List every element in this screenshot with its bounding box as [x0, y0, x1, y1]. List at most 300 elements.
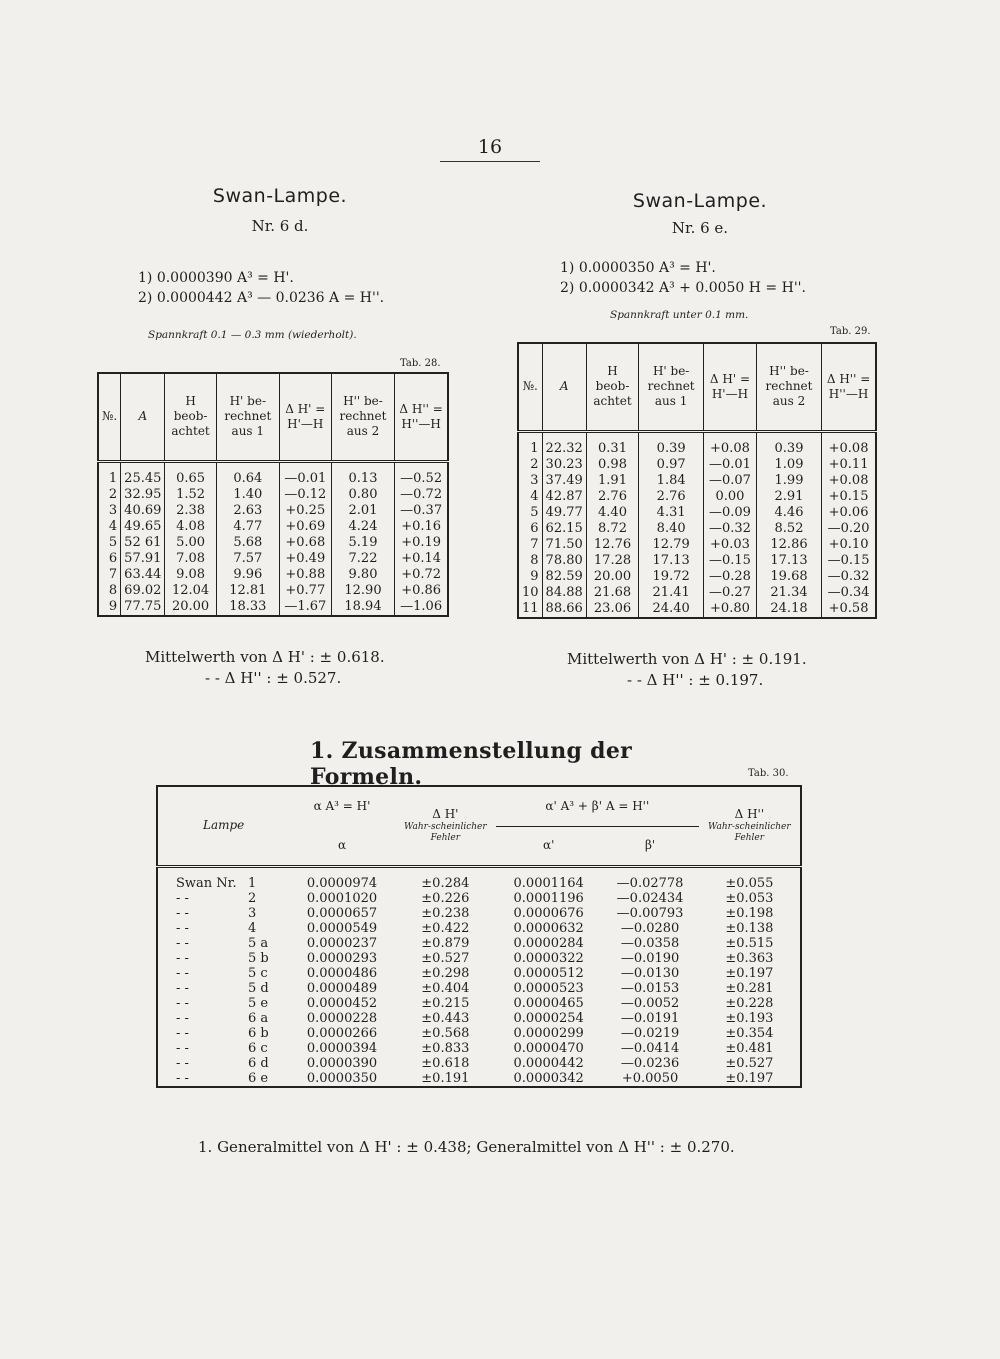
table-row: [518, 489, 876, 505]
summary-header-dh1: Δ H': [432, 807, 459, 822]
table-cell: —0.09: [704, 505, 757, 521]
table-cell: ±0.527: [421, 950, 470, 966]
table-row: [518, 521, 876, 537]
table-cell: +0.58: [822, 601, 876, 618]
table-cell: 5: [108, 534, 118, 550]
table-cell: ±0.053: [725, 890, 774, 906]
table-cell: +0.14: [395, 551, 448, 567]
table-cell: —1.06: [395, 599, 448, 616]
table-cell: 8.72: [586, 521, 639, 537]
table-row: [518, 473, 876, 489]
table-cell: +0.08: [822, 473, 876, 489]
table-cell: +0.15: [822, 489, 876, 505]
right-formula-2: 2) 0.0000342 A³ + 0.0050 H = H''.: [560, 280, 806, 296]
table-cell: 0.80: [331, 487, 394, 503]
table-cell: 7.57: [216, 551, 279, 567]
table-cell: 6: [530, 520, 539, 536]
table-cell: 0.0000489: [306, 980, 378, 996]
table-cell: 1.91: [586, 473, 639, 489]
lampe-label: - -: [176, 950, 189, 966]
lampe-label: - -: [176, 935, 189, 951]
table-row: [518, 431, 876, 457]
table-cell: 0.0000676: [513, 905, 584, 921]
table-cell: 1.40: [216, 487, 279, 503]
table-cell: +0.80: [704, 601, 757, 618]
table-row: [157, 891, 801, 906]
table-cell: 12.76: [586, 537, 639, 553]
table-cell: 0.39: [756, 431, 821, 457]
table-cell: 1: [530, 440, 539, 456]
summary-header-wf1: Wahr-scheinlicher Fehler: [404, 822, 487, 844]
table-row: [98, 599, 448, 616]
right-mittel-2: - - Δ H'' : ± 0.197.: [627, 671, 764, 689]
table-cell: 7.22: [331, 551, 394, 567]
table-cell: +0.10: [822, 537, 876, 553]
lampe-number: 6 b: [248, 1025, 269, 1041]
summary-header-dh2: Δ H'': [734, 807, 765, 822]
table-cell: 8: [108, 582, 118, 598]
lampe-cell: [157, 1011, 289, 1026]
table-cell: 0.0000237: [306, 935, 378, 951]
table-cell: 4: [530, 488, 539, 504]
right-col-header: H beob-achtet: [586, 343, 639, 431]
table-cell: —0.02434: [616, 890, 684, 906]
table-cell: +0.77: [279, 583, 331, 599]
table-cell: 19.68: [756, 569, 821, 585]
table-cell: 2: [530, 456, 539, 472]
table-cell: 0.97: [639, 457, 704, 473]
summary-header-formula2: α' A³ + β' A = H'': [496, 786, 699, 826]
table-cell: 0.64: [216, 461, 279, 487]
table-cell: ±0.422: [421, 920, 470, 936]
table-cell: 12.04: [165, 583, 216, 599]
lampe-cell: [157, 951, 289, 966]
left-col-header: H beob-achtet: [165, 373, 216, 461]
lampe-cell: [157, 1056, 289, 1071]
table-cell: ±0.055: [725, 875, 774, 891]
table-cell: 63.44: [121, 567, 165, 583]
table-cell: —0.0190: [620, 950, 680, 966]
table-cell: 11: [522, 600, 539, 616]
page-number-rule: [440, 161, 540, 162]
table-cell: 0.0000470: [513, 1040, 584, 1056]
left-formula-1: 1) 0.0000390 A³ = H'.: [138, 270, 294, 286]
left-note: Spannkraft 0.1 — 0.3 mm (wiederholt).: [148, 329, 357, 341]
table-cell: 0.0001164: [513, 875, 584, 891]
table-cell: +0.16: [395, 519, 448, 535]
table-cell: ±0.215: [421, 995, 470, 1011]
right-data-table: [517, 342, 877, 619]
lampe-cell: [157, 1041, 289, 1056]
lampe-number: 4: [248, 920, 257, 936]
lampe-number: 6 c: [248, 1040, 268, 1056]
table-row: [157, 981, 801, 996]
table-cell: 78.80: [542, 553, 586, 569]
lampe-label: - -: [176, 1040, 189, 1056]
table-cell: 19.72: [639, 569, 704, 585]
table-cell: 9.96: [216, 567, 279, 583]
table-cell: —0.02778: [616, 875, 684, 891]
table-cell: ±0.481: [725, 1040, 774, 1056]
table-cell: 0.0000394: [306, 1040, 378, 1056]
lampe-label: - -: [176, 920, 189, 936]
table-cell: 3: [530, 472, 539, 488]
table-cell: 0.0000284: [513, 935, 584, 951]
table-cell: 37.49: [542, 473, 586, 489]
table-cell: ±0.281: [725, 980, 774, 996]
table-cell: 0.0000299: [513, 1025, 584, 1041]
table-row: [98, 503, 448, 519]
table-cell: 0.0000350: [306, 1070, 378, 1086]
table-cell: 7.08: [165, 551, 216, 567]
table-cell: 25.45: [121, 461, 165, 487]
table-cell: —0.34: [822, 585, 876, 601]
left-col-header: H'' be-rechnet aus 2: [331, 373, 394, 461]
lampe-cell: [157, 921, 289, 936]
summary-header-alpha: α: [289, 826, 394, 866]
table-cell: —0.0236: [620, 1055, 680, 1071]
table-cell: 4.77: [216, 519, 279, 535]
table-cell: 69.02: [121, 583, 165, 599]
lampe-number: 2: [248, 890, 257, 906]
table-cell: +0.72: [395, 567, 448, 583]
lampe-cell: [157, 1071, 289, 1087]
table-cell: 8.40: [639, 521, 704, 537]
table-cell: 42.87: [542, 489, 586, 505]
table-cell: —0.12: [279, 487, 331, 503]
lampe-label: - -: [176, 1010, 189, 1026]
table-cell: +0.19: [395, 535, 448, 551]
table-row: [98, 487, 448, 503]
table-cell: +0.88: [279, 567, 331, 583]
table-row: [518, 553, 876, 569]
left-formula-2: 2) 0.0000442 A³ — 0.0236 A = H''.: [138, 290, 385, 306]
table-cell: 0.0000342: [513, 1070, 584, 1086]
table-cell: 0.98: [586, 457, 639, 473]
table-cell: 0.0000442: [513, 1055, 584, 1071]
table-cell: 0.0000322: [513, 950, 584, 966]
table-row: [157, 1011, 801, 1026]
summary-header-formula1: α A³ = H': [313, 799, 371, 813]
table-cell: ±0.284: [421, 875, 470, 891]
summary-header-lampe: Lampe: [157, 786, 289, 866]
table-cell: 2.76: [586, 489, 639, 505]
table-cell: —0.27: [704, 585, 757, 601]
table-cell: 77.75: [121, 599, 165, 616]
table-cell: 21.34: [756, 585, 821, 601]
left-mittel-1: Mittelwerth von Δ H' : ± 0.618.: [145, 648, 385, 666]
table-cell: 24.18: [756, 601, 821, 618]
table-cell: —1.67: [279, 599, 331, 616]
left-col-header: Δ H'' = H''—H: [395, 373, 448, 461]
left-col-header: A: [121, 373, 165, 461]
table-cell: —0.0280: [620, 920, 680, 936]
lampe-label: - -: [176, 1055, 189, 1071]
right-nr: Nr. 6 e.: [671, 219, 729, 237]
table-cell: 0.65: [165, 461, 216, 487]
table-cell: 23.06: [586, 601, 639, 618]
table-cell: —0.0052: [620, 995, 680, 1011]
table-cell: 0.0000657: [306, 905, 378, 921]
page-number: 16: [477, 136, 503, 158]
table-cell: ±0.527: [725, 1055, 774, 1071]
summary-header-beta2: β': [601, 826, 698, 866]
table-cell: +0.08: [704, 431, 757, 457]
table-cell: 0.0000486: [306, 965, 378, 981]
table-cell: 0.13: [331, 461, 394, 487]
table-cell: —0.00793: [616, 905, 684, 921]
table-cell: 18.94: [331, 599, 394, 616]
right-formula-1: 1) 0.0000350 A³ = H'.: [560, 260, 716, 276]
summary-title: 1. Zusammenstellung der Formeln.: [310, 738, 633, 790]
table-row: [518, 505, 876, 521]
table-cell: —0.28: [704, 569, 757, 585]
table-cell: 4.08: [165, 519, 216, 535]
table-cell: 49.77: [542, 505, 586, 521]
summary-footer: 1. Generalmittel von Δ H' : ± 0.438; Generalmittel von Δ H'' : ± 0.270.: [198, 1138, 735, 1156]
table-cell: 4.24: [331, 519, 394, 535]
table-row: [518, 601, 876, 618]
summary-table: [156, 785, 802, 1088]
table-cell: ±0.191: [421, 1070, 470, 1086]
table-cell: +0.08: [822, 431, 876, 457]
table-cell: 20.00: [165, 599, 216, 616]
table-cell: 9.80: [331, 567, 394, 583]
table-cell: 1.84: [639, 473, 704, 489]
table-cell: 8.52: [756, 521, 821, 537]
table-row: [98, 461, 448, 487]
left-nr: Nr. 6 d.: [251, 217, 309, 235]
table-cell: 5: [530, 504, 539, 520]
table-cell: 12.79: [639, 537, 704, 553]
table-row: [98, 583, 448, 599]
table-row: [98, 567, 448, 583]
lampe-number: 6 a: [248, 1010, 269, 1026]
right-col-header: A: [542, 343, 586, 431]
table-cell: 4: [108, 518, 118, 534]
table-cell: 2.91: [756, 489, 821, 505]
left-tab-label: Tab. 28.: [400, 358, 441, 369]
table-row: [98, 519, 448, 535]
table-cell: 5.68: [216, 535, 279, 551]
table-cell: 2.38: [165, 503, 216, 519]
lampe-label: - -: [176, 1025, 189, 1041]
table-cell: 2.01: [331, 503, 394, 519]
summary-header-wf2: Wahr-scheinlicher Fehler: [708, 822, 791, 844]
table-cell: 0.39: [639, 431, 704, 457]
table-cell: 82.59: [542, 569, 586, 585]
lampe-number: 1: [248, 875, 257, 891]
table-cell: 12.81: [216, 583, 279, 599]
right-col-header: H'' be-rechnet aus 2: [756, 343, 821, 431]
table-cell: —0.52: [395, 461, 448, 487]
lampe-label: - -: [176, 995, 189, 1011]
table-cell: —0.0358: [620, 935, 680, 951]
lampe-cell: [157, 981, 289, 996]
table-cell: 21.41: [639, 585, 704, 601]
table-cell: +0.03: [704, 537, 757, 553]
table-cell: ±0.354: [725, 1025, 774, 1041]
lampe-cell: [157, 936, 289, 951]
table-cell: 0.31: [586, 431, 639, 457]
table-cell: 2: [108, 486, 118, 502]
table-cell: 84.88: [542, 585, 586, 601]
table-row: [157, 1056, 801, 1071]
table-cell: ±0.833: [421, 1040, 470, 1056]
lampe-cell: [157, 866, 289, 891]
right-tab-label: Tab. 29.: [830, 326, 871, 337]
table-cell: ±0.226: [421, 890, 470, 906]
lampe-cell: [157, 966, 289, 981]
lampe-cell: [157, 891, 289, 906]
table-cell: —0.0130: [620, 965, 680, 981]
right-col-header: Δ H'' = H''—H: [822, 343, 876, 431]
left-data-table: [97, 372, 449, 617]
table-cell: 0.0000452: [306, 995, 378, 1011]
lampe-label: - -: [176, 980, 189, 996]
table-cell: 9: [108, 598, 118, 614]
table-cell: +0.49: [279, 551, 331, 567]
table-cell: +0.25: [279, 503, 331, 519]
table-cell: 0.0000549: [306, 920, 378, 936]
table-cell: 32.95: [121, 487, 165, 503]
left-col-header: Δ H' = H'—H: [279, 373, 331, 461]
table-cell: —0.20: [822, 521, 876, 537]
table-cell: ±0.515: [725, 935, 774, 951]
right-col-header: H' be-rechnet aus 1: [639, 343, 704, 431]
table-cell: —0.01: [704, 457, 757, 473]
lampe-number: 5 b: [248, 950, 269, 966]
right-title: Swan-Lampe.: [632, 190, 768, 212]
summary-tab-label: Tab. 30.: [748, 768, 789, 779]
table-row: [157, 921, 801, 936]
table-row: [518, 585, 876, 601]
table-cell: ±0.198: [725, 905, 774, 921]
table-cell: 2.63: [216, 503, 279, 519]
table-cell: 4.31: [639, 505, 704, 521]
table-cell: 8: [530, 552, 539, 568]
lampe-label: Swan Nr.: [176, 875, 237, 891]
table-row: [98, 535, 448, 551]
table-cell: 12.86: [756, 537, 821, 553]
table-cell: ±0.228: [725, 995, 774, 1011]
table-cell: +0.0050: [621, 1070, 679, 1086]
table-cell: 12.90: [331, 583, 394, 599]
table-cell: 1.09: [756, 457, 821, 473]
table-cell: —0.01: [279, 461, 331, 487]
table-cell: —0.37: [395, 503, 448, 519]
table-cell: 7: [108, 566, 118, 582]
table-cell: ±0.298: [421, 965, 470, 981]
table-cell: ±0.138: [725, 920, 774, 936]
lampe-number: 3: [248, 905, 257, 921]
table-cell: 2.76: [639, 489, 704, 505]
table-cell: 17.13: [639, 553, 704, 569]
table-cell: ±0.238: [421, 905, 470, 921]
table-cell: —0.0153: [620, 980, 680, 996]
table-row: [157, 1026, 801, 1041]
table-cell: 62.15: [542, 521, 586, 537]
table-cell: ±0.193: [725, 1010, 774, 1026]
table-cell: ±0.363: [725, 950, 774, 966]
table-cell: ±0.568: [421, 1025, 470, 1041]
lampe-label: - -: [176, 905, 189, 921]
table-cell: 0.0000632: [513, 920, 584, 936]
table-cell: 1: [108, 470, 118, 486]
table-cell: 1.52: [165, 487, 216, 503]
table-cell: ±0.618: [421, 1055, 470, 1071]
table-cell: 0.0000266: [306, 1025, 378, 1041]
table-cell: 5.19: [331, 535, 394, 551]
table-cell: 4.46: [756, 505, 821, 521]
table-cell: 0.0000465: [513, 995, 584, 1011]
table-cell: +0.06: [822, 505, 876, 521]
lampe-label: - -: [176, 965, 189, 981]
table-cell: 0.0000293: [306, 950, 378, 966]
table-row: [518, 569, 876, 585]
table-cell: 17.13: [756, 553, 821, 569]
right-col-header: №.: [518, 343, 542, 431]
table-cell: 7: [530, 536, 539, 552]
table-cell: —0.0414: [620, 1040, 680, 1056]
table-cell: 6: [108, 550, 118, 566]
table-cell: 0.00: [704, 489, 757, 505]
table-cell: —0.0191: [620, 1010, 680, 1026]
table-cell: 5.00: [165, 535, 216, 551]
table-row: [157, 936, 801, 951]
lampe-number: 6 e: [248, 1070, 269, 1086]
table-cell: 10: [522, 584, 539, 600]
right-note: Spannkraft unter 0.1 mm.: [610, 309, 749, 321]
table-cell: 0.0000974: [306, 875, 378, 891]
table-row: [157, 1071, 801, 1087]
table-row: [518, 537, 876, 553]
table-cell: 0.0000523: [513, 980, 584, 996]
table-cell: 18.33: [216, 599, 279, 616]
table-cell: ±0.404: [421, 980, 470, 996]
summary-header-alpha2: α': [496, 826, 601, 866]
table-cell: 0.0000512: [513, 965, 584, 981]
table-row: [157, 1041, 801, 1056]
table-row: [157, 966, 801, 981]
table-cell: 88.66: [542, 601, 586, 618]
table-cell: —0.15: [704, 553, 757, 569]
table-cell: 3: [108, 502, 118, 518]
table-cell: —0.15: [822, 553, 876, 569]
table-cell: 57.91: [121, 551, 165, 567]
lampe-number: 5 e: [248, 995, 269, 1011]
lampe-cell: [157, 996, 289, 1011]
left-mittel-2: - - Δ H'' : ± 0.527.: [205, 669, 342, 687]
table-cell: ±0.197: [725, 1070, 774, 1086]
table-cell: 20.00: [586, 569, 639, 585]
table-cell: 21.68: [586, 585, 639, 601]
table-cell: —0.07: [704, 473, 757, 489]
left-col-header: №.: [98, 373, 121, 461]
lampe-number: 5 a: [248, 935, 269, 951]
lampe-number: 6 d: [248, 1055, 269, 1071]
right-mittel-1: Mittelwerth von Δ H' : ± 0.191.: [567, 650, 807, 668]
table-cell: —0.32: [822, 569, 876, 585]
lampe-cell: [157, 1026, 289, 1041]
table-cell: 9: [530, 568, 539, 584]
table-cell: 0.0001020: [306, 890, 378, 906]
table-cell: ±0.197: [725, 965, 774, 981]
table-row: [98, 551, 448, 567]
table-cell: —0.72: [395, 487, 448, 503]
left-col-header: H' be-rechnet aus 1: [216, 373, 279, 461]
table-cell: 4.40: [586, 505, 639, 521]
